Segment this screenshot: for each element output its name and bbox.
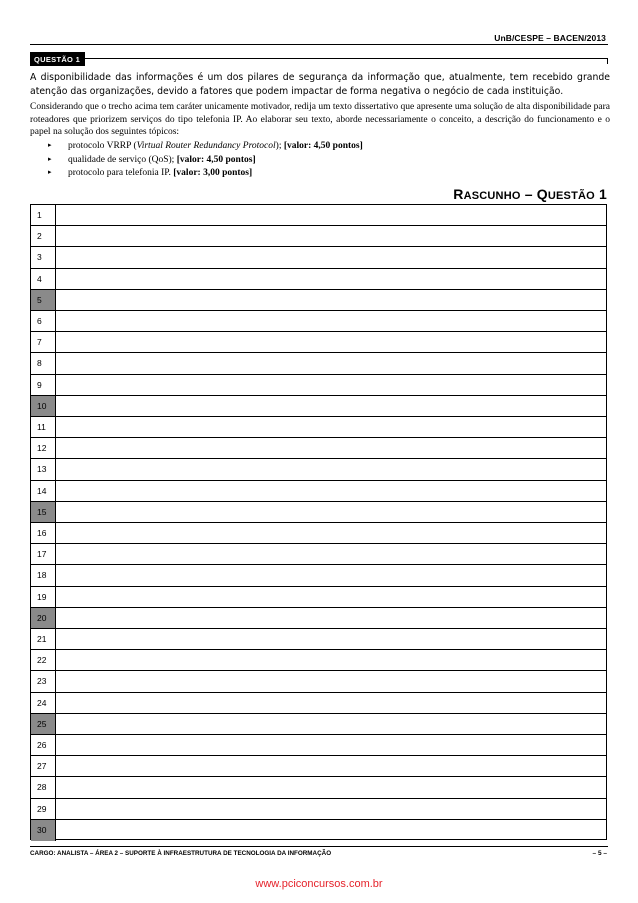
line-number: 9	[31, 375, 56, 395]
topic-text: protocolo VRRP (	[68, 141, 137, 151]
draft-line[interactable]	[31, 799, 606, 820]
line-number: 18	[31, 565, 56, 585]
topic-value: [valor: 4,50 pontos]	[283, 141, 363, 151]
line-number: 11	[31, 417, 56, 437]
line-number: 26	[31, 735, 56, 755]
draft-line[interactable]	[31, 735, 606, 756]
line-number: 2	[31, 226, 56, 246]
draft-line[interactable]	[31, 502, 606, 523]
draft-line[interactable]	[31, 269, 606, 290]
line-number: 4	[31, 269, 56, 289]
line-number: 25	[31, 714, 56, 734]
line-number: 28	[31, 777, 56, 797]
footer-cargo: CARGO: ANALISTA – ÁREA 2 – SUPORTE À INFRAESTRUTURA DE TECNOLOGIA DA INFORMAÇÃO	[30, 850, 332, 857]
line-number: 27	[31, 756, 56, 776]
draft-line[interactable]	[31, 353, 606, 374]
topic-item	[48, 153, 363, 167]
line-number: 23	[31, 671, 56, 691]
draft-line[interactable]	[31, 311, 606, 332]
source-link[interactable]: www.pciconcursos.com.br	[255, 878, 383, 890]
draft-line[interactable]	[31, 417, 606, 438]
line-number: 29	[31, 799, 56, 819]
draft-line[interactable]	[31, 459, 606, 480]
line-number: 1	[31, 205, 56, 225]
line-number: 15	[31, 502, 56, 522]
draft-line[interactable]	[31, 396, 606, 417]
line-number: 21	[31, 629, 56, 649]
question-rule	[85, 58, 608, 59]
topic-item	[48, 139, 363, 153]
draft-line[interactable]	[31, 693, 606, 714]
draft-line[interactable]	[31, 756, 606, 777]
line-number: 13	[31, 459, 56, 479]
line-number: 22	[31, 650, 56, 670]
page-number: – 5 –	[592, 850, 607, 857]
line-number: 19	[31, 587, 56, 607]
draft-line[interactable]	[31, 523, 606, 544]
question-instructions: Considerando que o trecho acima tem caráter unicamente motivador, redija um texto dissertativo que apresente uma solução de alta disponibilidade para roteadores que priorizem serviços do tipo telefonia IP. Ao elaborar seu texto, aborde necessariamente o conceito, a descrição do funcionamento e o papel na solução dos seguintes tópicos:	[30, 102, 610, 137]
question-rule-end	[607, 58, 608, 64]
topic-value: [valor: 3,00 pontos]	[173, 168, 253, 178]
line-number: 16	[31, 523, 56, 543]
draft-line[interactable]	[31, 290, 606, 311]
bullet-icon: ▸	[48, 154, 52, 163]
draft-line[interactable]	[31, 650, 606, 671]
topic-text: qualidade de serviço (QoS);	[68, 154, 175, 165]
line-number: 17	[31, 544, 56, 564]
topics-list	[48, 139, 363, 180]
question-intro: A disponibilidade das informações é um dos pilares de segurança da informação que, atualmente, tem recebido grande atenção das organizações, devido a fatores que podem impactar de forma negativa o negócio de cada instituição.	[30, 72, 610, 97]
draft-line[interactable]	[31, 565, 606, 586]
footer-rule	[30, 846, 608, 847]
line-number: 12	[31, 438, 56, 458]
line-number: 24	[31, 693, 56, 713]
draft-line[interactable]	[31, 247, 606, 268]
bullet-icon: ▸	[48, 141, 52, 149]
topic-item	[48, 166, 363, 180]
question-tag: QUESTÃO 1	[30, 52, 85, 66]
draft-title: RASCUNHO – QUESTÃO 1	[453, 186, 607, 202]
topic-value: [valor: 4,50 pontos]	[176, 154, 256, 165]
topic-text-italic: Virtual Router Redundancy Protocol	[136, 141, 276, 151]
line-number: 6	[31, 311, 56, 331]
draft-line[interactable]	[31, 587, 606, 608]
line-number: 10	[31, 396, 56, 416]
line-number: 20	[31, 608, 56, 628]
draft-line[interactable]	[31, 481, 606, 502]
draft-line[interactable]	[31, 777, 606, 798]
line-number: 30	[31, 820, 56, 841]
exam-header: UnB/CESPE – BACEN/2013	[494, 33, 606, 43]
draft-line[interactable]	[31, 671, 606, 692]
line-number: 8	[31, 353, 56, 373]
draft-line[interactable]	[31, 608, 606, 629]
line-number: 7	[31, 332, 56, 352]
line-number: 14	[31, 481, 56, 501]
line-number: 5	[31, 290, 56, 310]
draft-line[interactable]	[31, 332, 606, 353]
line-number: 3	[31, 247, 56, 267]
draft-line[interactable]	[31, 629, 606, 650]
bullet-icon: ▸	[48, 168, 52, 176]
topic-text-end: );	[275, 141, 282, 151]
header-rule	[30, 44, 608, 45]
draft-line[interactable]	[31, 714, 606, 735]
draft-lines-grid	[30, 204, 607, 840]
draft-line[interactable]	[31, 375, 606, 396]
draft-line[interactable]	[31, 226, 606, 247]
draft-line[interactable]	[31, 438, 606, 459]
draft-line[interactable]	[31, 205, 606, 226]
topic-text: protocolo para telefonia IP.	[68, 168, 171, 178]
draft-line[interactable]	[31, 820, 606, 841]
draft-line[interactable]	[31, 544, 606, 565]
